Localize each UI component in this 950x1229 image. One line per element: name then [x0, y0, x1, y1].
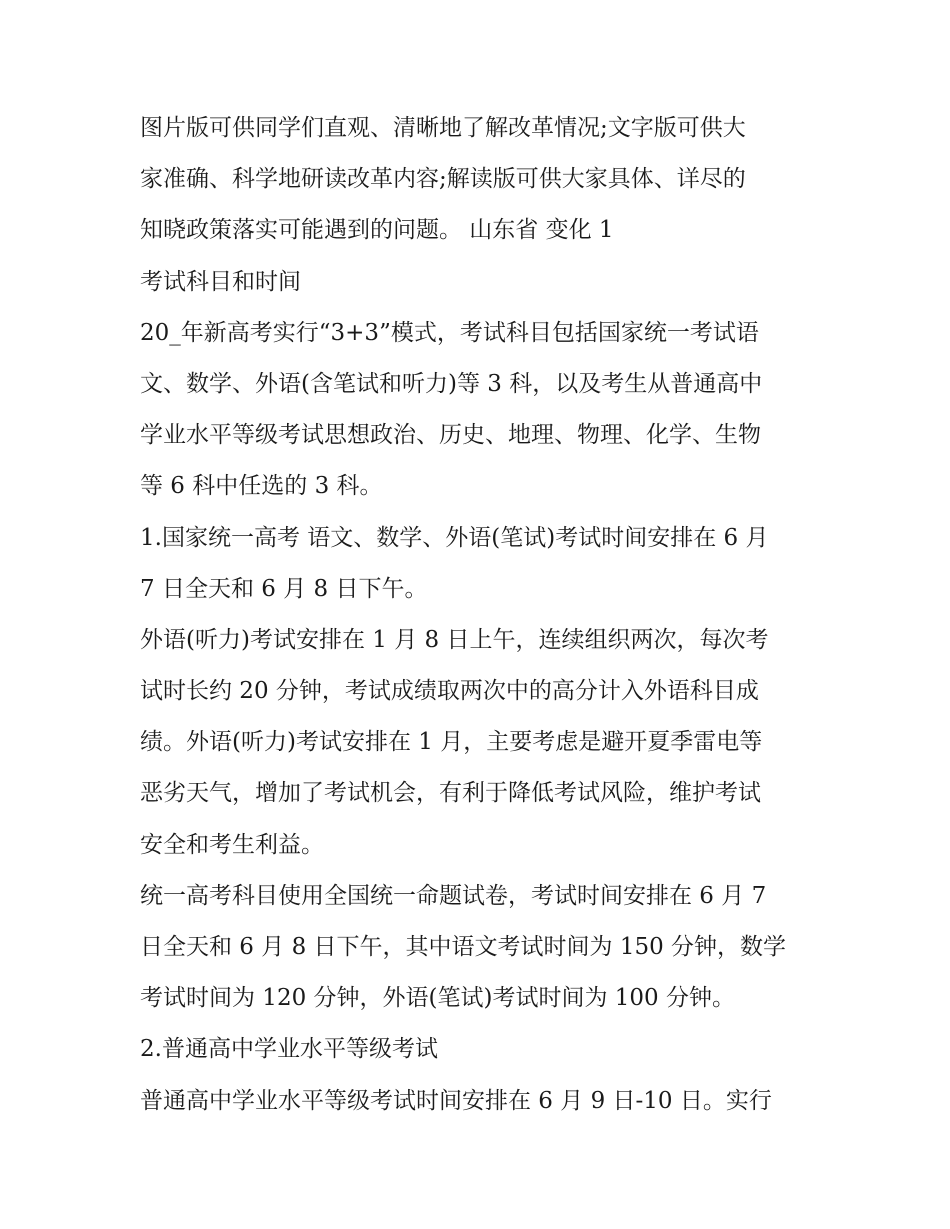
text-line: 日全天和 6 月 8 日下午，其中语文考试时间为 150 分钟，数学 — [140, 934, 787, 960]
document-body — [140, 103, 830, 1127]
text-line: 家准确、科学地研读改革内容;解读版可供大家具体、详尽的 — [140, 166, 746, 193]
text-line: 外语(听力)考试安排在 1 月 8 日上午，连续组织两次，每次考 — [140, 626, 769, 653]
section-heading: 2.普通高中学业水平等级考试 — [140, 1036, 438, 1063]
section-heading: 考试科目和时间 — [140, 268, 301, 295]
text-line: 知晓政策落实可能遇到的问题。 山东省 变化 1 — [140, 217, 614, 244]
text-line: 文、数学、外语(含笔试和听力)等 3 科，以及考生从普通高中 — [140, 370, 763, 397]
text-line: 恶劣天气，增加了考试机会，有利于降低考试风险，维护考试 — [140, 780, 761, 807]
text-line: 绩。外语(听力)考试安排在 1 月，主要考虑是避开夏季雷电等 — [140, 729, 763, 756]
text-line: 20_年新高考实行“3+3”模式，考试科目包括国家统一考试语 — [140, 319, 759, 346]
text-line: 安全和考生利益。 — [140, 831, 324, 858]
text-line: 考试时间为 120 分钟，外语(笔试)考试时间为 100 分钟。 — [140, 985, 735, 1012]
text-line: 普通高中学业水平等级考试时间安排在 6 月 9 日-10 日。实行 — [140, 1087, 772, 1114]
text-line: 试时长约 20 分钟，考试成绩取两次中的高分计入外语科目成 — [140, 678, 759, 705]
text-line: 统一高考科目使用全国统一命题试卷，考试时间安排在 6 月 7 — [140, 882, 767, 909]
text-line: 1.国家统一高考 语文、数学、外语(笔试)考试时间安排在 6 月 — [140, 524, 769, 551]
text-line: 图片版可供同学们直观、清晰地了解改革情况;文字版可供大 — [140, 115, 746, 141]
text-line: 学业水平等级考试思想政治、历史、地理、物理、化学、生物 — [140, 422, 761, 449]
text-line: 等 6 科中任选的 3 科。 — [140, 473, 383, 500]
text-line: 7 日全天和 6 月 8 日下午。 — [140, 575, 428, 602]
